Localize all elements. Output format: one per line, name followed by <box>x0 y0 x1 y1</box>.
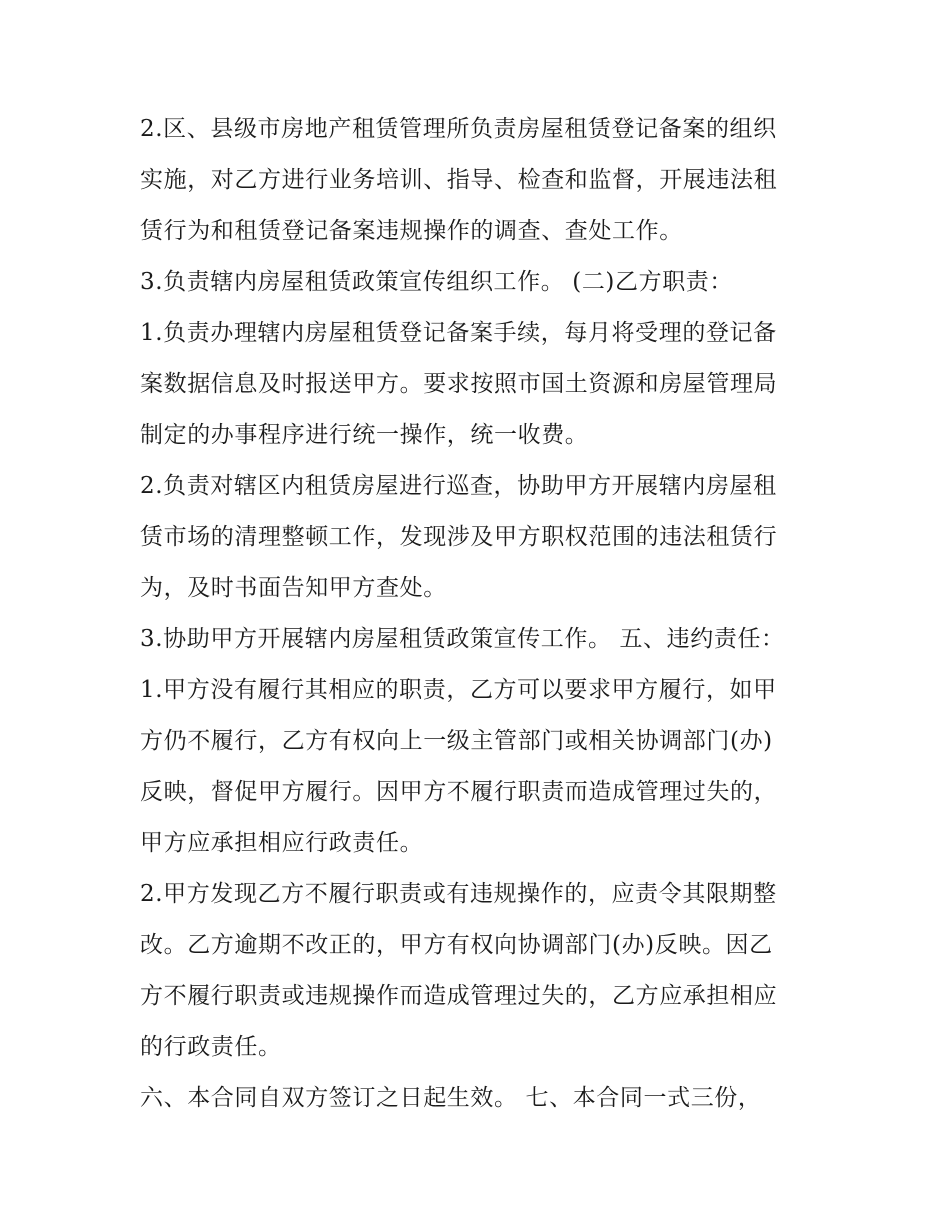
text-line: 2.区、县级市房地产租赁管理所负责房屋租赁登记备案的组织 <box>140 116 777 142</box>
text-line: 方仍不履行，乙方有权向上一级主管部门或相关协调部门(办) <box>140 728 773 754</box>
text-line: 制定的办事程序进行统一操作，统一收费。 <box>140 422 589 448</box>
text-line: 赁行为和租赁登记备案违规操作的调查、查处工作。 <box>140 218 683 244</box>
document-body <box>140 104 830 1124</box>
text-line: 1.甲方没有履行其相应的职责，乙方可以要求甲方履行，如甲 <box>140 677 777 703</box>
text-line: 2.负责对辖区内租赁房屋进行巡查，协助甲方开展辖内房屋租 <box>140 473 777 499</box>
text-line: 反映，督促甲方履行。因甲方不履行职责而造成管理过失的， <box>140 779 778 805</box>
text-line: 实施，对乙方进行业务培训、指导、检查和监督，开展违法租 <box>140 167 778 193</box>
text-line: 为，及时书面告知甲方查处。 <box>140 575 447 601</box>
text-line: 1.负责办理辖内房屋租赁登记备案手续，每月将受理的登记备 <box>140 320 777 346</box>
text-line: 2.甲方发现乙方不履行职责或有违规操作的，应责令其限期整 <box>140 881 777 907</box>
text-line: 3.协助甲方开展辖内房屋租赁政策宣传工作。 五、违约责任： <box>140 626 785 652</box>
text-line: 六、本合同自双方签订之日起生效。 七、本合同一式三份， <box>140 1085 762 1111</box>
text-line: 甲方应承担相应行政责任。 <box>140 830 424 856</box>
text-line: 改。乙方逾期不改正的，甲方有权向协调部门(办)反映。因乙 <box>140 932 773 958</box>
text-line: 的行政责任。 <box>140 1034 282 1060</box>
text-line: 3.负责辖内房屋租赁政策宣传组织工作。 (二)乙方职责： <box>140 269 734 295</box>
text-line: 赁市场的清理整顿工作，发现涉及甲方职权范围的违法租赁行 <box>140 524 778 550</box>
text-line: 案数据信息及时报送甲方。要求按照市国土资源和房屋管理局 <box>140 371 778 397</box>
text-line: 方不履行职责或违规操作而造成管理过失的，乙方应承担相应 <box>140 983 778 1009</box>
